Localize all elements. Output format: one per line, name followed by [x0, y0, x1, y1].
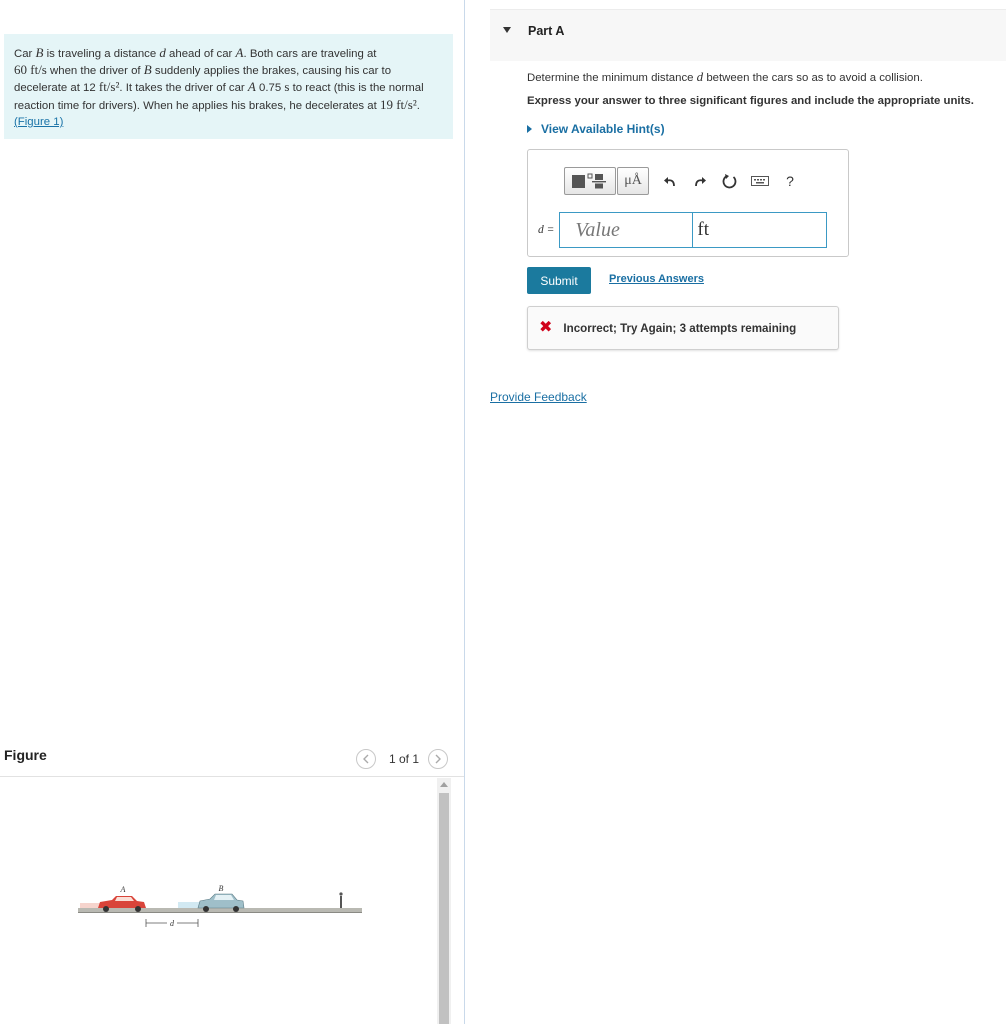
- motion-blur-b: [178, 902, 200, 908]
- problem-text: . Both cars are traveling at: [243, 48, 377, 60]
- undo-button[interactable]: [655, 167, 685, 195]
- question-post: between the cars so as to avoid a collision.: [703, 72, 923, 84]
- help-button[interactable]: ?: [786, 173, 794, 189]
- scroll-thumb[interactable]: [439, 793, 449, 1024]
- provide-feedback-link[interactable]: Provide Feedback: [490, 390, 587, 404]
- feedback-box: [527, 306, 839, 350]
- problem-text: 0.75: [255, 82, 285, 95]
- problem-text: .: [416, 99, 420, 112]
- pedestrian: [339, 892, 342, 908]
- answer-box: [527, 149, 849, 257]
- speed-value: 60 ft/s: [14, 62, 47, 78]
- problem-statement: [4, 34, 453, 139]
- math-toolbar: [564, 166, 805, 196]
- math-var-a: A: [247, 79, 256, 95]
- cars-diagram: [60, 870, 380, 940]
- decel-a-value: 19 ft/s²: [379, 96, 417, 112]
- part-a-header[interactable]: [490, 9, 1006, 61]
- reset-button[interactable]: [715, 167, 745, 195]
- keyboard-icon: [751, 175, 769, 187]
- scroll-up-arrow-icon[interactable]: [440, 782, 448, 787]
- chevron-left-icon: [362, 754, 370, 764]
- label-a: A: [120, 885, 126, 894]
- feedback-message: Incorrect; Try Again; 3 attempts remaining: [563, 321, 797, 335]
- submit-button[interactable]: Submit: [527, 267, 591, 294]
- math-var-b: B: [35, 45, 44, 60]
- question-var-d: d: [696, 69, 704, 84]
- figure-title: Figure: [4, 747, 47, 763]
- question-text: [527, 69, 923, 85]
- road: [78, 908, 362, 912]
- figure-scrollbar[interactable]: [437, 778, 451, 1024]
- figure-pager: [356, 748, 448, 770]
- label-b: B: [218, 884, 224, 893]
- undo-icon: [663, 174, 677, 188]
- previous-answers-link[interactable]: Previous Answers: [609, 273, 704, 285]
- math-var-d: d: [159, 45, 166, 60]
- answer-variable-label: [538, 224, 554, 236]
- chevron-right-icon: [434, 754, 442, 764]
- pager-text: 1 of 1: [389, 752, 420, 766]
- units-button[interactable]: μÅ: [617, 167, 649, 195]
- decel-unit: ft/s²: [98, 79, 120, 95]
- collapse-caret-icon[interactable]: [503, 27, 511, 33]
- problem-column: [0, 0, 464, 1024]
- templates-icon: [570, 172, 610, 190]
- templates-button[interactable]: [564, 167, 616, 195]
- redo-button[interactable]: [685, 167, 715, 195]
- caret-right-icon: [527, 125, 532, 133]
- problem-text: to react (this is the normal reaction time for drivers). When he applies his brakes, he decelerates at: [14, 82, 424, 112]
- problem-text: Car: [14, 48, 36, 60]
- figure-header: [0, 740, 464, 777]
- label-d: d: [170, 919, 174, 928]
- figure-image: [60, 870, 380, 940]
- problem-text: when the driver of: [46, 65, 144, 78]
- question-pre: Determine the minimum distance: [527, 72, 697, 84]
- prev-figure-button[interactable]: [356, 749, 376, 769]
- variable-label-text: d =: [538, 224, 555, 236]
- hints-label: View Available Hint(s): [541, 122, 665, 136]
- redo-icon: [693, 174, 707, 188]
- answer-input-row: [538, 212, 827, 248]
- next-figure-button[interactable]: [428, 749, 448, 769]
- figure-link[interactable]: (Figure 1): [14, 115, 64, 128]
- reset-icon: [722, 173, 738, 189]
- math-var-b: B: [143, 62, 152, 78]
- value-input[interactable]: [559, 212, 693, 248]
- error-x-icon: ✖: [539, 319, 553, 336]
- math-var-a: A: [235, 45, 244, 60]
- column-divider: [464, 0, 465, 1024]
- part-title: Part A: [528, 24, 565, 38]
- view-hints-link[interactable]: [527, 122, 665, 136]
- problem-text: suddenly applies the brakes, causing his car to decelerate at 12: [14, 65, 392, 95]
- problem-text: is traveling a distance: [43, 48, 160, 60]
- answer-instruction: Express your answer to three significant figures and include the appropriate units.: [527, 95, 974, 107]
- problem-text: ahead of car: [165, 48, 236, 60]
- keyboard-button[interactable]: [745, 167, 775, 195]
- road-edge: [78, 912, 362, 913]
- time-unit: s: [284, 79, 290, 95]
- unit-input[interactable]: [693, 212, 827, 248]
- problem-text: . It takes the driver of car: [119, 82, 248, 95]
